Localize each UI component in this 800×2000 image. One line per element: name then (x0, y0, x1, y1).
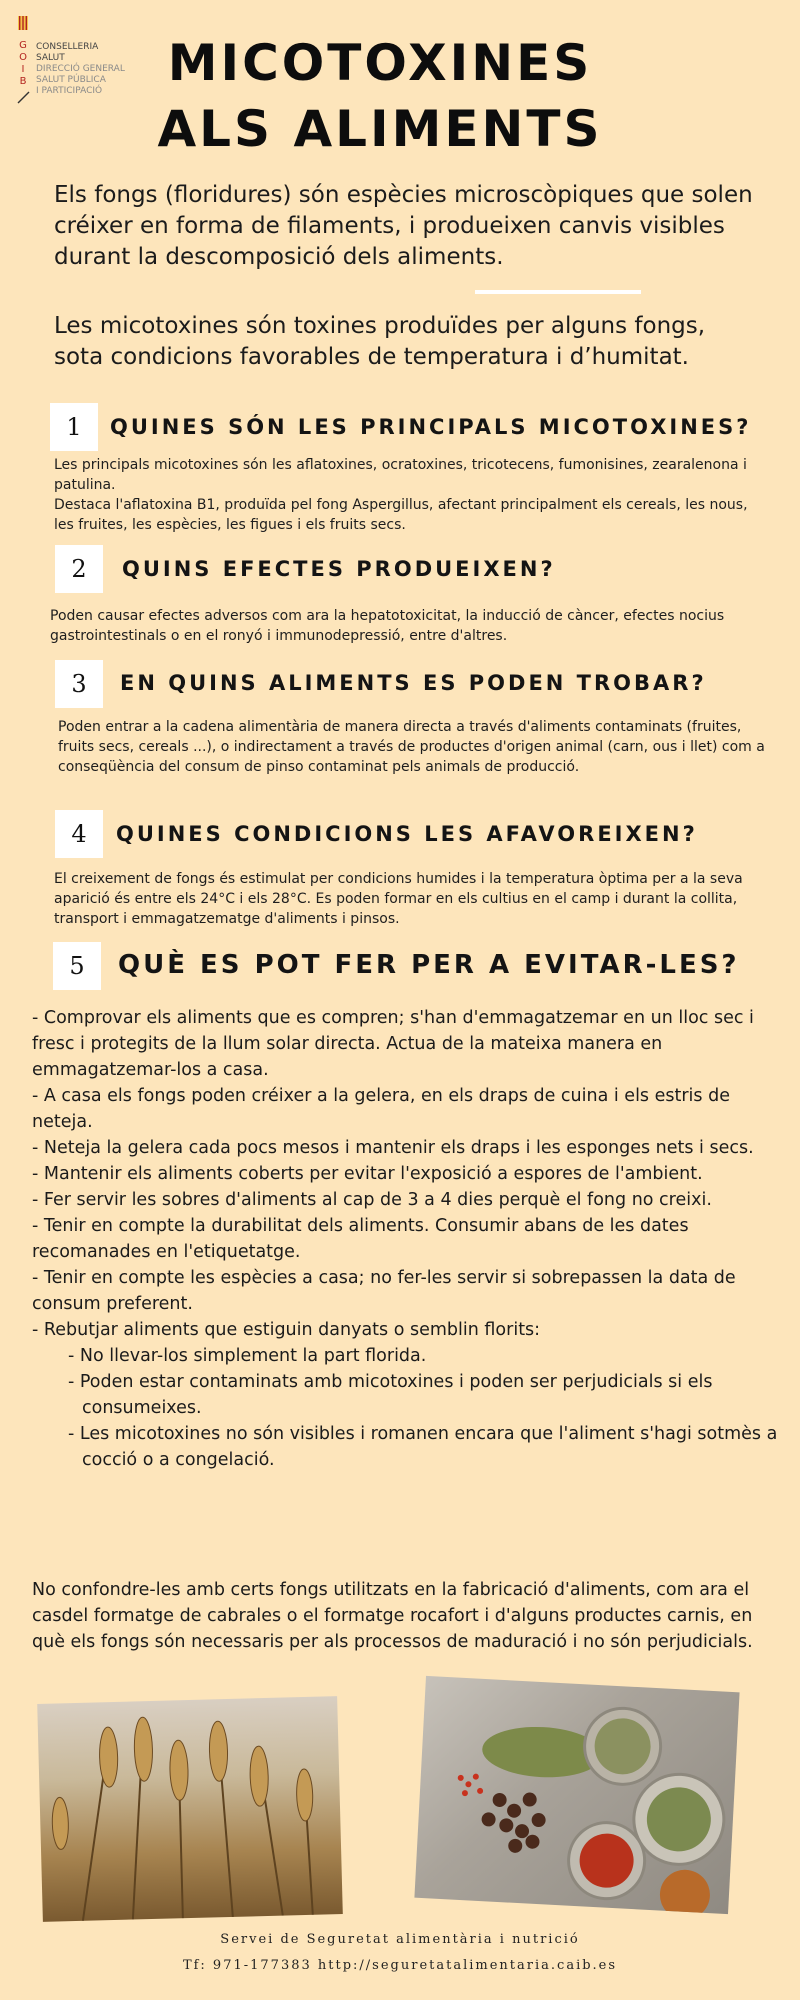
list-item: - Comprovar els aliments que es compren; s'han d'emmagatzemar en un lloc sec i fresc i protegits de la llum solar directa. Actua de la mateixa manera en emmagatzemar-los a casa. (32, 1008, 754, 1080)
sub-list-item: - No llevar-los simplement la part florida. (68, 1346, 427, 1366)
sub-list-item: - Les micotoxines no són visibles i romanen encara que l'aliment s'hagi sotmès a cocció o a congelació. (68, 1424, 778, 1470)
closing-paragraph: No confondre-les amb certs fongs utilitzats en la fabricació d'aliments, com ara el casdel formatge de cabrales o el formatge rocafort i d'alguns productes carnis, en què els fongs són necessaris per als processos de maduració i no són perjudicials. (32, 1580, 753, 1652)
section-number-3: 3 (55, 660, 103, 708)
section-number-4: 4 (55, 810, 103, 858)
spices-photo (414, 1676, 739, 1914)
list-item: - Tenir en compte les espècies a casa; no fer-les servir si sobrepassen la data de consum preferent. (32, 1268, 736, 1314)
intro-paragraph-2: Les micotoxines són toxines produïdes per alguns fongs, sota condicions favorables de temperatura i d’humitat. (54, 313, 706, 370)
crest-icon (18, 16, 28, 30)
section-text-1: Les principals micotoxines són les aflatoxines, ocratoxines, tricotecens, fumonisines, zearalenona i patulina. Destaca l'aflatoxina B1, produïda pel fong Aspergillus, afectant principalment els cereals, les nous, les fruites, les espècies, les figues i els fruits secs. (54, 457, 748, 533)
footer-contact: Tf: 971-177383 http://seguretatalimentaria.caib.es (182, 1958, 618, 1973)
footer-service: Servei de Seguretat alimentària i nutrició (220, 1932, 580, 1947)
section-number-5: 5 (53, 942, 101, 990)
list-item: - A casa els fongs poden créixer a la gelera, en els draps de cuina i els estris de neteja. (32, 1086, 730, 1132)
section-text-4: El creixement de fongs és estimulat per condicions humides i la temperatura òptima per a la seva aparició és entre els 24°C i els 28°C. Es poden formar en els cultius en el camp i durant la collita, transport i emmagatzematge d'aliments i pinsos. (54, 871, 743, 927)
sub-list-item: - Poden estar contaminats amb micotoxines i poden ser perjudicials si els consumeixes. (68, 1372, 713, 1418)
section-heading-4: QUINES CONDICIONS LES AFAVOREIXEN? (116, 822, 698, 846)
section-text-2: Poden causar efectes adversos com ara la hepatotoxicitat, la inducció de càncer, efectes nocius gastrointestinals o en el ronyó i immunodepressió, entre d'altres. (50, 608, 725, 644)
goib-logo (16, 14, 136, 109)
logo-department-text: CONSELLERIA SALUT DIRECCIÓ GENERAL SALUT PÚBLICA I PARTICIPACIÓ (36, 42, 125, 96)
section-number-2: 2 (55, 545, 103, 593)
section-heading-3: EN QUINS ALIMENTS ES PODEN TROBAR? (120, 671, 707, 695)
logo-letters: G O I B (19, 40, 27, 87)
page-title-line1: MICOTOXINES (167, 34, 593, 92)
list-item: - Rebutjar aliments que estiguin danyats o semblin florits: (32, 1320, 541, 1340)
section-number-1: 1 (50, 403, 98, 451)
logo-slash-icon (17, 90, 31, 104)
list-item: - Tenir en compte la durabilitat dels aliments. Consumir abans de les dates recomanades en l'etiquetatge. (32, 1216, 689, 1262)
list-item: - Mantenir els aliments coberts per evitar l'exposició a espores de l'ambient. (32, 1164, 703, 1184)
wheat-photo (37, 1696, 343, 1922)
section-text-3: Poden entrar a la cadena alimentària de manera directa a través d'aliments contaminats (fruites, fruits secs, cereals ...), o indirectament a través de productes d'origen animal (carn, ous i llet) com a conseqüència del consum de pinso contaminat pels animals de producció. (58, 719, 765, 775)
section-heading-2: QUINS EFECTES PRODUEIXEN? (122, 557, 556, 581)
section-heading-1: QUINES SÓN LES PRINCIPALS MICOTOXINES? (110, 415, 752, 439)
intro-paragraph-1: Els fongs (floridures) són espècies microscòpiques que solen créixer en forma de filaments, i produeixen canvis visibles durant la descomposició dels aliments. (54, 182, 753, 270)
prevention-list (32, 1005, 792, 1473)
section-heading-5: QUÈ ES POT FER PER A EVITAR-LES? (118, 950, 740, 980)
page-title-line2: ALS ALIMENTS (157, 100, 603, 158)
list-item: - Fer servir les sobres d'aliments al cap de 3 a 4 dies perquè el fong no creixi. (32, 1190, 712, 1210)
divider (475, 290, 641, 294)
list-item: - Neteja la gelera cada pocs mesos i mantenir els draps i les esponges nets i secs. (32, 1138, 754, 1158)
